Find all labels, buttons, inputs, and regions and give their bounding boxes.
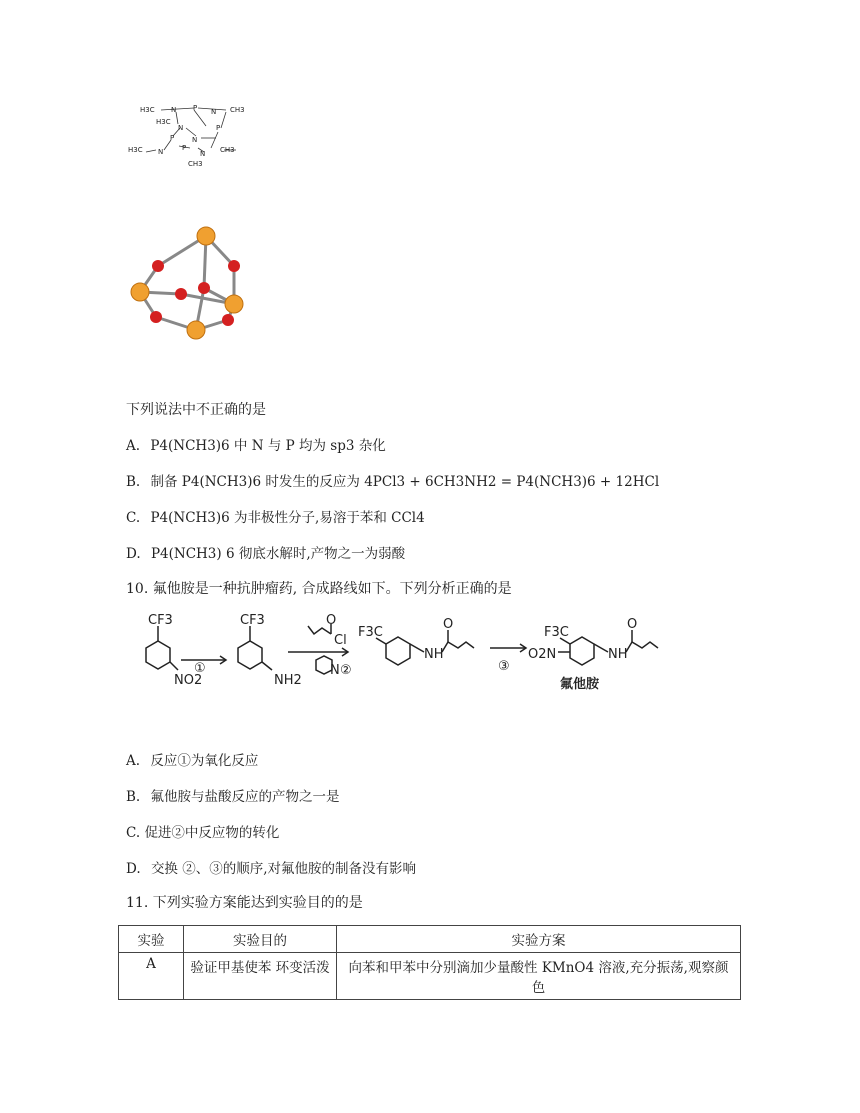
- oxygen-atom: [222, 314, 234, 326]
- q10-option-b: [126, 785, 340, 805]
- option-key: A.: [126, 438, 141, 454]
- scheme-label: NH: [608, 647, 628, 662]
- scheme-label: NH: [424, 647, 444, 662]
- scheme-label: N: [330, 663, 340, 678]
- mol-label: P: [193, 104, 198, 112]
- option-text: P4(NCH3) 6 彻底水解时,产物之一为弱酸: [150, 546, 406, 562]
- mol-label: P: [170, 134, 175, 142]
- phosphorus-atom: [187, 321, 205, 339]
- table-header: 实验方案: [337, 926, 741, 953]
- option-text: P4(NCH3)6 中 N 与 P 均为 sp3 杂化: [150, 438, 386, 454]
- scheme-step: ③: [498, 659, 510, 674]
- ball-stick-model-figure: [126, 222, 254, 342]
- product-name: 氟他胺: [560, 677, 600, 692]
- scheme-label: O: [627, 617, 638, 632]
- scheme-step: ①: [194, 661, 206, 676]
- mol-label: N: [178, 124, 184, 132]
- q10-option-c: [126, 821, 279, 841]
- synthesis-scheme-figure: [126, 612, 686, 696]
- option-text: P4(NCH3)6 为非极性分子,易溶于苯和 CCl4: [150, 510, 425, 526]
- option-key: C.: [126, 510, 141, 526]
- oxygen-atom: [228, 260, 240, 272]
- mol-label: H3C: [128, 146, 143, 154]
- mol-label: H3C: [156, 118, 171, 126]
- mol-label: CH3: [230, 106, 245, 114]
- q11-stem: 11. 下列实验方案能达到实验目的的是: [126, 895, 363, 911]
- mol-label: N: [200, 150, 206, 158]
- q9-stem: 下列说法中不正确的是: [126, 402, 266, 418]
- mol-label: N: [158, 148, 164, 156]
- mol-label: P: [182, 144, 187, 152]
- table-cell: 向苯和甲苯中分别滴加少量酸性 KMnO4 溶液,充分振荡,观察颜色: [337, 953, 741, 1000]
- option-key: B.: [126, 474, 141, 490]
- phosphorus-atom: [197, 227, 215, 245]
- mol-label: N: [192, 136, 198, 144]
- mol-label: P: [216, 124, 221, 132]
- scheme-label: CF3: [240, 613, 265, 628]
- q10-option-a: [126, 749, 258, 769]
- option-text: 反应①为氧化反应: [150, 753, 259, 769]
- option-key: D.: [126, 861, 141, 877]
- scheme-label: F3C: [544, 625, 569, 640]
- table-header: 实验: [119, 926, 184, 953]
- scheme-label: NO2: [174, 673, 203, 688]
- option-text: 氟他胺与盐酸反应的产物之一是: [150, 789, 340, 805]
- oxygen-atom: [152, 260, 164, 272]
- oxygen-atom: [150, 311, 162, 323]
- q9-option-d: [126, 542, 405, 562]
- table-cell: 验证甲基使苯 环变活泼: [184, 953, 337, 1000]
- phosphorus-atom: [225, 295, 243, 313]
- scheme-label: O2N: [528, 647, 557, 662]
- q9-option-c: [126, 506, 425, 526]
- option-text: 促进②中反应物的转化: [144, 825, 280, 841]
- option-key: D.: [126, 546, 141, 562]
- table-header: 实验目的: [184, 926, 337, 953]
- oxygen-atom: [175, 288, 187, 300]
- scheme-label: NH2: [274, 673, 302, 688]
- mol-label: N: [171, 106, 177, 114]
- mol-label: CH3: [220, 146, 235, 154]
- experiment-table: [118, 925, 741, 1000]
- option-key: B.: [126, 789, 141, 805]
- scheme-label: Cl: [334, 633, 347, 648]
- option-key: C.: [126, 825, 141, 841]
- option-text: 制备 P4(NCH3)6 时发生的反应为 4PCl3 + 6CH3NH2 = P4(NCH3)6 + 12HCl: [150, 474, 660, 490]
- q9-option-b: [126, 470, 659, 490]
- scheme-step: ②: [340, 663, 352, 678]
- option-key: A.: [126, 753, 141, 769]
- table-row: [119, 953, 741, 1000]
- mol-label: N: [211, 108, 217, 116]
- scheme-label: O: [443, 617, 454, 632]
- scheme-label: O: [326, 613, 337, 628]
- q9-option-a: [126, 434, 386, 454]
- mol-label: H3C: [140, 106, 155, 114]
- phosphorus-atom: [131, 283, 149, 301]
- scheme-label: CF3: [148, 613, 173, 628]
- table-header-row: [119, 926, 741, 953]
- table-cell: A: [119, 953, 184, 1000]
- option-text: 交换 ②、③的顺序,对氟他胺的制备没有影响: [150, 861, 417, 877]
- q10-option-d: [126, 857, 416, 877]
- structure-formula-figure: [126, 98, 256, 174]
- mol-label: CH3: [188, 160, 203, 168]
- oxygen-atom: [198, 282, 210, 294]
- scheme-label: F3C: [358, 625, 383, 640]
- q10-stem: 10. 氟他胺是一种抗肿瘤药, 合成路线如下。下列分析正确的是: [126, 581, 512, 597]
